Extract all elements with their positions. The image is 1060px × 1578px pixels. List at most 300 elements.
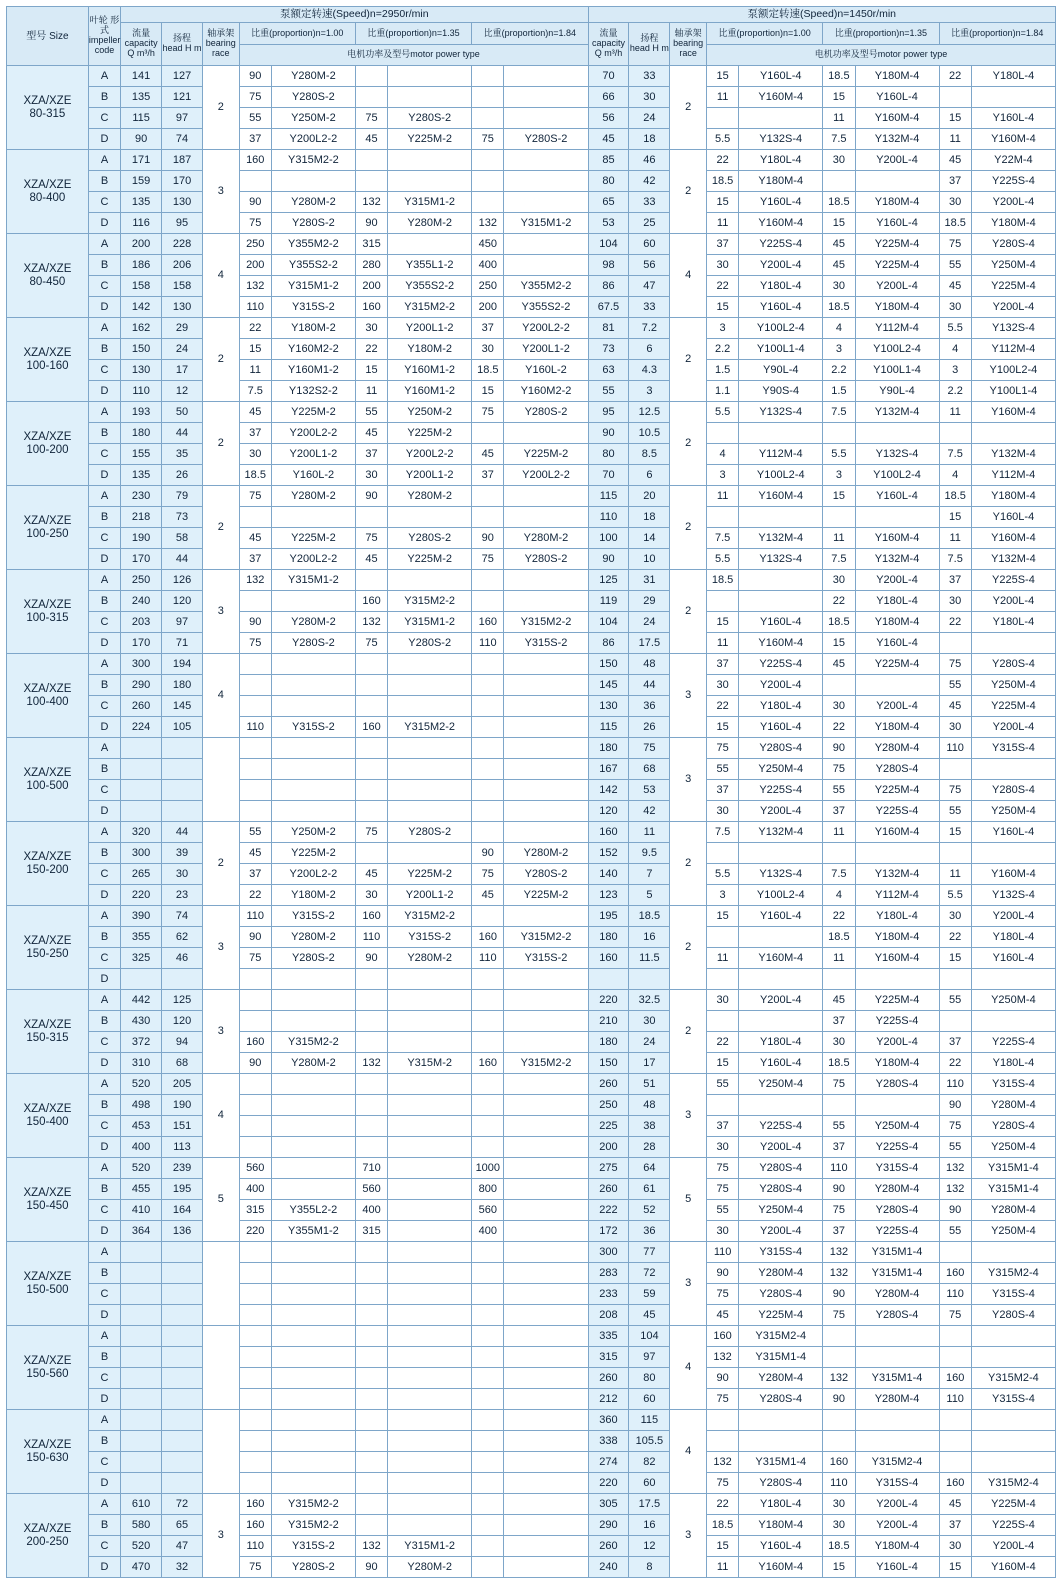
impeller-code-cell: A: [88, 150, 120, 171]
motor-model-cell: Y180M-4: [855, 192, 939, 213]
table-row: [7, 1263, 1056, 1284]
motor-model-cell: Y160L-4: [855, 633, 939, 654]
head-cell: 56: [629, 255, 670, 276]
head-cell: 127: [162, 66, 203, 87]
motor-model-cell: [971, 633, 1055, 654]
impeller-code-cell: A: [88, 1494, 120, 1515]
table-row: [7, 675, 1056, 696]
motor-model-cell: Y160L-4: [971, 948, 1055, 969]
motor-kw-cell: 315: [355, 234, 387, 255]
motor-kw-cell: 75: [472, 402, 504, 423]
motor-kw-cell: [355, 759, 387, 780]
motor-model-cell: [739, 1011, 823, 1032]
motor-kw-cell: 132: [472, 213, 504, 234]
table-row: [7, 108, 1056, 129]
motor-model-cell: Y280S-4: [971, 780, 1055, 801]
flow-cell: [121, 738, 162, 759]
motor-kw-cell: 160: [472, 1053, 504, 1074]
motor-model-cell: Y315S-2: [504, 948, 588, 969]
motor-kw-cell: 75: [706, 738, 738, 759]
motor-kw-cell: 15: [823, 633, 855, 654]
motor-kw-cell: [355, 507, 387, 528]
motor-model-cell: Y355S2-2: [388, 276, 472, 297]
motor-model-cell: Y180L-4: [855, 591, 939, 612]
motor-kw-cell: 30: [939, 297, 971, 318]
motor-kw-cell: 22: [823, 906, 855, 927]
impeller-code-cell: C: [88, 528, 120, 549]
motor-model-cell: [388, 1137, 472, 1158]
motor-model-cell: Y180M-4: [855, 66, 939, 87]
motor-kw-cell: [823, 1431, 855, 1452]
impeller-code-cell: C: [88, 1368, 120, 1389]
motor-kw-cell: 110: [239, 717, 271, 738]
motor-kw-cell: 37: [939, 171, 971, 192]
motor-kw-cell: [355, 738, 387, 759]
motor-kw-cell: [472, 696, 504, 717]
motor-kw-cell: [239, 171, 271, 192]
impeller-code-cell: D: [88, 1221, 120, 1242]
table-row: [7, 1179, 1056, 1200]
motor-kw-cell: [239, 1473, 271, 1494]
motor-model-cell: Y160M1-2: [388, 360, 472, 381]
pump-model-cell: XZA/XZE 100-250: [7, 486, 89, 570]
bearing-race-cell: 3: [202, 570, 239, 654]
head-cell: 16: [629, 927, 670, 948]
impeller-code-cell: A: [88, 1158, 120, 1179]
pump-model-cell: XZA/XZE 150-400: [7, 1074, 89, 1158]
motor-kw-cell: [472, 1347, 504, 1368]
motor-kw-cell: 90: [823, 1389, 855, 1410]
flow-cell: 200: [121, 234, 162, 255]
motor-model-cell: [388, 1494, 472, 1515]
head-cell: 30: [629, 1011, 670, 1032]
table-row: [7, 780, 1056, 801]
motor-kw-cell: 75: [472, 864, 504, 885]
motor-model-cell: [271, 1074, 355, 1095]
motor-kw-cell: 45: [472, 444, 504, 465]
motor-kw-cell: [823, 1326, 855, 1347]
bearing-race-cell: 5: [202, 1158, 239, 1242]
flow-cell: 119: [588, 591, 629, 612]
motor-kw-cell: 90: [823, 738, 855, 759]
head-cell: 104: [629, 1326, 670, 1347]
motor-kw-cell: 560: [472, 1200, 504, 1221]
motor-kw-cell: 90: [939, 1095, 971, 1116]
bearing-race-cell: 3: [670, 1494, 707, 1578]
flow-cell: 115: [588, 717, 629, 738]
motor-model-cell: Y180M-4: [739, 171, 823, 192]
motor-model-cell: Y160M2-2: [271, 339, 355, 360]
motor-model-cell: [388, 654, 472, 675]
motor-model-cell: Y315M1-4: [739, 1347, 823, 1368]
motor-model-cell: Y280M-2: [504, 528, 588, 549]
motor-model-cell: [855, 1431, 939, 1452]
head-cell: 46: [629, 150, 670, 171]
motor-kw-cell: 55: [823, 780, 855, 801]
table-row: [7, 1074, 1056, 1095]
motor-kw-cell: 4: [823, 885, 855, 906]
bearing-race-cell: 3: [202, 1494, 239, 1578]
bearing-race-cell: [202, 738, 239, 822]
motor-kw-cell: [472, 1557, 504, 1578]
motor-model-cell: Y160M-4: [855, 108, 939, 129]
motor-kw-cell: [239, 696, 271, 717]
motor-kw-cell: [472, 1263, 504, 1284]
motor-model-cell: Y200L2-2: [504, 318, 588, 339]
motor-kw-cell: 45: [355, 423, 387, 444]
impeller-code-cell: C: [88, 1116, 120, 1137]
motor-model-cell: [504, 570, 588, 591]
motor-model-cell: Y160L-4: [739, 66, 823, 87]
motor-model-cell: Y225M-4: [855, 654, 939, 675]
table-row: [7, 1389, 1056, 1410]
motor-kw-cell: [706, 1011, 738, 1032]
motor-model-cell: Y132M-4: [855, 864, 939, 885]
motor-model-cell: [271, 696, 355, 717]
motor-kw-cell: [939, 1452, 971, 1473]
motor-model-cell: Y132M-4: [739, 822, 823, 843]
motor-model-cell: Y225M-2: [504, 885, 588, 906]
motor-kw-cell: 45: [355, 549, 387, 570]
motor-kw-cell: [823, 675, 855, 696]
motor-kw-cell: 75: [706, 1179, 738, 1200]
flow-cell: 180: [588, 1032, 629, 1053]
motor-model-cell: [271, 1410, 355, 1431]
motor-model-cell: [855, 843, 939, 864]
table-row: [7, 885, 1056, 906]
motor-model-cell: [971, 423, 1055, 444]
flow-cell: 110: [588, 507, 629, 528]
table-row: [7, 381, 1056, 402]
flow-cell: 86: [588, 276, 629, 297]
bearing-race-cell: 3: [670, 654, 707, 738]
motor-model-cell: Y280S-2: [388, 822, 472, 843]
impeller-code-cell: C: [88, 1452, 120, 1473]
header-flow-2950: 流量 capacity Q m³/h: [121, 23, 162, 66]
motor-kw-cell: 800: [472, 1179, 504, 1200]
motor-model-cell: Y100L1-4: [971, 381, 1055, 402]
motor-model-cell: Y180M-4: [971, 213, 1055, 234]
motor-kw-cell: [939, 1347, 971, 1368]
motor-kw-cell: 160: [472, 612, 504, 633]
motor-kw-cell: 4: [706, 444, 738, 465]
motor-model-cell: [971, 1431, 1055, 1452]
motor-kw-cell: 18.5: [823, 1053, 855, 1074]
motor-kw-cell: [472, 1011, 504, 1032]
pump-model-cell: XZA/XZE 80-315: [7, 66, 89, 150]
impeller-code-cell: C: [88, 612, 120, 633]
impeller-code-cell: A: [88, 990, 120, 1011]
motor-model-cell: [855, 1347, 939, 1368]
motor-model-cell: Y280S-2: [271, 87, 355, 108]
motor-model-cell: Y132S-4: [971, 318, 1055, 339]
pump-model-cell: XZA/XZE 150-630: [7, 1410, 89, 1494]
head-cell: [162, 1431, 203, 1452]
motor-model-cell: [388, 1200, 472, 1221]
motor-kw-cell: 5.5: [706, 129, 738, 150]
head-cell: 77: [629, 1242, 670, 1263]
motor-model-cell: Y250M-4: [971, 990, 1055, 1011]
table-row: [7, 1053, 1056, 1074]
bearing-race-cell: 4: [202, 654, 239, 738]
motor-model-cell: [971, 969, 1055, 990]
motor-kw-cell: 11: [239, 360, 271, 381]
pump-model-cell: XZA/XZE 100-400: [7, 654, 89, 738]
motor-model-cell: Y315M1-4: [855, 1368, 939, 1389]
motor-kw-cell: [823, 1347, 855, 1368]
motor-kw-cell: 110: [939, 1074, 971, 1095]
motor-kw-cell: 110: [472, 948, 504, 969]
motor-model-cell: [388, 1368, 472, 1389]
motor-model-cell: Y225M-4: [971, 696, 1055, 717]
flow-cell: 498: [121, 1095, 162, 1116]
head-cell: 94: [162, 1032, 203, 1053]
table-row: [7, 864, 1056, 885]
motor-model-cell: Y200L-4: [855, 696, 939, 717]
impeller-code-cell: A: [88, 654, 120, 675]
impeller-code-cell: A: [88, 234, 120, 255]
motor-kw-cell: [706, 591, 738, 612]
impeller-code-cell: D: [88, 1137, 120, 1158]
table-row: [7, 1410, 1056, 1431]
motor-kw-cell: 15: [823, 213, 855, 234]
motor-kw-cell: 30: [706, 255, 738, 276]
motor-kw-cell: [355, 1410, 387, 1431]
flow-cell: 80: [588, 171, 629, 192]
motor-kw-cell: [472, 1305, 504, 1326]
motor-kw-cell: 160: [239, 1515, 271, 1536]
flow-cell: [588, 969, 629, 990]
motor-model-cell: Y315S-2: [388, 927, 472, 948]
impeller-code-cell: D: [88, 297, 120, 318]
motor-model-cell: [739, 927, 823, 948]
impeller-code-cell: A: [88, 402, 120, 423]
motor-kw-cell: [472, 1095, 504, 1116]
motor-kw-cell: 11: [823, 948, 855, 969]
motor-model-cell: [504, 1032, 588, 1053]
motor-model-cell: [388, 801, 472, 822]
impeller-code-cell: C: [88, 444, 120, 465]
head-cell: 194: [162, 654, 203, 675]
motor-model-cell: [271, 1242, 355, 1263]
header-impeller-label: 叶轮 形式 impeller code: [88, 15, 121, 55]
motor-model-cell: Y160L-4: [739, 1053, 823, 1074]
flow-cell: 453: [121, 1116, 162, 1137]
motor-kw-cell: [239, 990, 271, 1011]
motor-kw-cell: 15: [706, 717, 738, 738]
motor-model-cell: Y180L-4: [971, 612, 1055, 633]
flow-cell: 212: [588, 1389, 629, 1410]
motor-model-cell: [971, 87, 1055, 108]
motor-kw-cell: 18.5: [706, 570, 738, 591]
impeller-code-cell: B: [88, 1263, 120, 1284]
flow-cell: 360: [588, 1410, 629, 1431]
bearing-race-cell: 4: [670, 1326, 707, 1410]
motor-model-cell: [504, 1200, 588, 1221]
motor-model-cell: Y200L-4: [739, 1221, 823, 1242]
table-row: [7, 633, 1056, 654]
motor-kw-cell: 220: [239, 1221, 271, 1242]
motor-model-cell: Y180M-4: [855, 297, 939, 318]
motor-model-cell: [504, 990, 588, 1011]
motor-model-cell: Y180M-2: [271, 318, 355, 339]
motor-model-cell: Y180L-4: [971, 66, 1055, 87]
motor-model-cell: Y250M-4: [855, 1116, 939, 1137]
head-cell: 42: [629, 801, 670, 822]
motor-kw-cell: [355, 843, 387, 864]
motor-model-cell: [271, 1284, 355, 1305]
impeller-code-cell: D: [88, 549, 120, 570]
motor-model-cell: Y160M-4: [739, 948, 823, 969]
motor-kw-cell: 11: [823, 108, 855, 129]
table-row: [7, 696, 1056, 717]
motor-model-cell: [504, 234, 588, 255]
motor-kw-cell: [939, 87, 971, 108]
motor-model-cell: [388, 780, 472, 801]
motor-kw-cell: 18.5: [472, 360, 504, 381]
motor-model-cell: [271, 1137, 355, 1158]
motor-model-cell: Y225M-4: [855, 255, 939, 276]
table-row: [7, 360, 1056, 381]
motor-kw-cell: [239, 1095, 271, 1116]
bearing-race-cell: 2: [670, 570, 707, 654]
impeller-code-cell: C: [88, 108, 120, 129]
motor-kw-cell: [355, 1074, 387, 1095]
motor-kw-cell: [239, 1452, 271, 1473]
motor-model-cell: [388, 1452, 472, 1473]
motor-kw-cell: [472, 507, 504, 528]
motor-model-cell: [504, 1431, 588, 1452]
motor-kw-cell: [472, 66, 504, 87]
motor-model-cell: Y280S-4: [971, 1116, 1055, 1137]
table-row: [7, 1242, 1056, 1263]
flow-cell: 315: [588, 1347, 629, 1368]
flow-cell: 171: [121, 150, 162, 171]
motor-kw-cell: 110: [239, 906, 271, 927]
flow-cell: 100: [588, 528, 629, 549]
head-cell: 80: [629, 1368, 670, 1389]
flow-cell: 115: [588, 486, 629, 507]
head-cell: 97: [629, 1347, 670, 1368]
motor-kw-cell: 45: [939, 696, 971, 717]
table-row: [7, 801, 1056, 822]
motor-model-cell: [388, 1473, 472, 1494]
motor-kw-cell: [706, 969, 738, 990]
motor-kw-cell: 11: [823, 528, 855, 549]
motor-model-cell: Y250M-2: [271, 822, 355, 843]
table-row: [7, 948, 1056, 969]
head-cell: 64: [629, 1158, 670, 1179]
motor-model-cell: [388, 1074, 472, 1095]
motor-model-cell: Y280S-2: [388, 633, 472, 654]
motor-kw-cell: [355, 1011, 387, 1032]
motor-model-cell: Y180M-4: [855, 1536, 939, 1557]
motor-model-cell: Y160M-4: [855, 948, 939, 969]
motor-model-cell: [504, 1263, 588, 1284]
motor-kw-cell: 11: [706, 1557, 738, 1578]
motor-kw-cell: [472, 1494, 504, 1515]
table-row: [7, 1116, 1056, 1137]
motor-model-cell: Y200L-4: [855, 1032, 939, 1053]
header-prop100-2950: 比重(proportion)n=1.00: [239, 23, 355, 45]
motor-kw-cell: 5.5: [706, 549, 738, 570]
motor-kw-cell: 45: [939, 150, 971, 171]
motor-model-cell: Y250M-4: [971, 801, 1055, 822]
bearing-race-cell: 2: [670, 402, 707, 486]
impeller-code-cell: C: [88, 192, 120, 213]
motor-model-cell: Y225S-4: [739, 1116, 823, 1137]
flow-cell: 300: [121, 843, 162, 864]
motor-kw-cell: 18.5: [823, 612, 855, 633]
head-cell: 32.5: [629, 990, 670, 1011]
motor-model-cell: [504, 1011, 588, 1032]
flow-cell: 141: [121, 66, 162, 87]
flow-cell: 372: [121, 1032, 162, 1053]
motor-model-cell: Y200L2-2: [271, 129, 355, 150]
motor-model-cell: [271, 654, 355, 675]
flow-cell: 53: [588, 213, 629, 234]
impeller-code-cell: B: [88, 675, 120, 696]
motor-model-cell: Y112M-4: [971, 465, 1055, 486]
head-cell: 58: [162, 528, 203, 549]
motor-kw-cell: 30: [239, 444, 271, 465]
header-speed-2950: 泵额定转速(Speed)n=2950r/min: [121, 7, 588, 23]
motor-kw-cell: 30: [706, 675, 738, 696]
motor-model-cell: [504, 150, 588, 171]
motor-model-cell: [504, 654, 588, 675]
header-flow-1450: 流量 capacity Q m³/h: [588, 23, 629, 66]
flow-cell: 55: [588, 381, 629, 402]
motor-model-cell: [271, 171, 355, 192]
bearing-race-cell: 2: [670, 906, 707, 990]
motor-kw-cell: [823, 423, 855, 444]
flow-cell: [121, 1347, 162, 1368]
motor-model-cell: [271, 1305, 355, 1326]
flow-cell: 208: [588, 1305, 629, 1326]
motor-model-cell: Y200L-4: [971, 192, 1055, 213]
motor-model-cell: Y280S-2: [388, 528, 472, 549]
head-cell: 105: [162, 717, 203, 738]
head-cell: 151: [162, 1116, 203, 1137]
motor-model-cell: [271, 1326, 355, 1347]
head-cell: 60: [629, 1473, 670, 1494]
motor-model-cell: [388, 1284, 472, 1305]
motor-model-cell: Y250M-4: [739, 1200, 823, 1221]
motor-kw-cell: [239, 801, 271, 822]
motor-model-cell: Y225M-4: [855, 990, 939, 1011]
table-row: [7, 822, 1056, 843]
motor-kw-cell: [239, 1326, 271, 1347]
motor-model-cell: Y160M-4: [739, 87, 823, 108]
motor-model-cell: Y315S-4: [855, 1158, 939, 1179]
motor-kw-cell: 18.5: [823, 66, 855, 87]
motor-model-cell: Y160M2-2: [504, 381, 588, 402]
motor-model-cell: Y200L2-2: [504, 465, 588, 486]
impeller-code-cell: A: [88, 486, 120, 507]
motor-model-cell: Y180M-2: [388, 339, 472, 360]
motor-kw-cell: 11: [355, 381, 387, 402]
motor-model-cell: [739, 507, 823, 528]
motor-kw-cell: 400: [472, 255, 504, 276]
flow-cell: 170: [121, 633, 162, 654]
motor-model-cell: [504, 1221, 588, 1242]
motor-kw-cell: 45: [823, 234, 855, 255]
motor-model-cell: [971, 843, 1055, 864]
head-cell: 7.2: [629, 318, 670, 339]
motor-model-cell: Y200L-4: [855, 276, 939, 297]
motor-kw-cell: 30: [706, 1137, 738, 1158]
motor-kw-cell: 37: [706, 780, 738, 801]
